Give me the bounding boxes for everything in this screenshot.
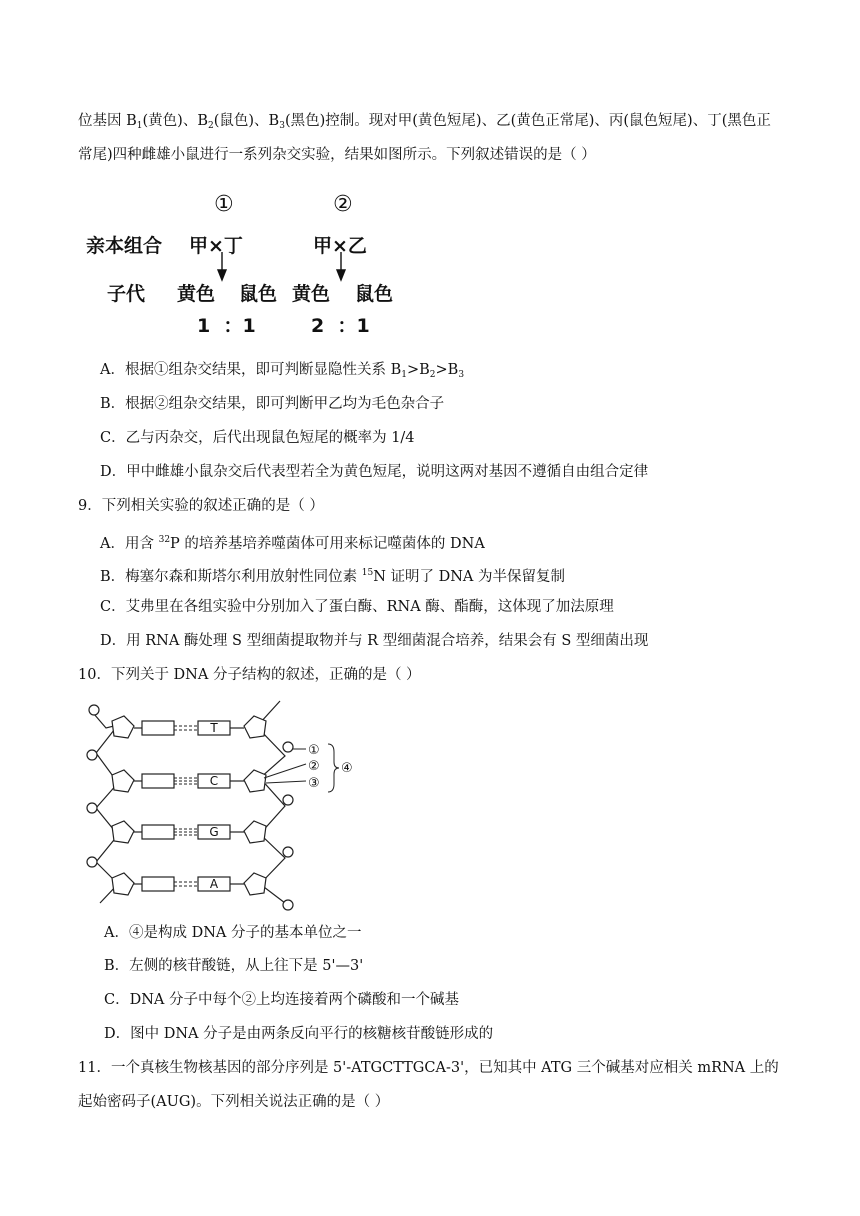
offspring-row-label: 子代 (107, 283, 146, 305)
marker-1: ① (308, 743, 320, 758)
right-deoxyribose (244, 716, 266, 738)
right-phosphate (283, 742, 293, 752)
base-label: C (209, 774, 219, 788)
left-phosphate (87, 803, 97, 813)
left-deoxyribose (112, 821, 134, 843)
q8-option-d: D．甲中雌雄小鼠杂交后代表型若全为黄色短尾，说明这两对基因不遵循自由组合定律 (100, 464, 649, 480)
q8-option-c: C．乙与丙杂交，后代出现鼠色短尾的概率为 1/4 (100, 430, 415, 446)
cross-2-offspring-2: 鼠色 (355, 283, 394, 305)
q9-option-d: D．用 RNA 酶处理 S 型细菌提取物并与 R 型细菌混合培养，结果会有 S 型细菌出现 (100, 633, 649, 649)
q8-option-b: B．根据②组杂交结果，即可判断甲乙均为毛色杂合子 (100, 396, 445, 412)
cross-1-ratio: 1 ：1 (197, 315, 256, 337)
cross-2-parents: 甲×乙 (313, 235, 367, 257)
q9-option-a: A．用含 $^{32}$P 的培养基培养噬菌体可用来标记噬菌体的 DNA (100, 535, 485, 552)
left-base (142, 825, 174, 839)
marker-3: ③ (308, 776, 320, 791)
q8-stem-line-2: 常尾)四种雌雄小鼠进行一系列杂交实验，结果如图所示。下列叙述错误的是（ ） (78, 147, 596, 163)
q9-option-b: B．梅塞尔森和斯塔尔利用放射性同位素 $^{15}$N 证明了 DNA 为半保留复制 (100, 568, 566, 585)
q10-option-d: D．图中 DNA 分子是由两条反向平行的核糖核苷酸链形成的 (104, 1026, 494, 1042)
parent-row-label: 亲本组合 (86, 235, 163, 257)
q8-option-a: A．根据①组杂交结果，即可判断显隐性关系 $B_1>B_2>B_3$ (100, 362, 465, 380)
base-label: T (210, 721, 218, 735)
q9-option-c: C．艾弗里在各组实验中分别加入了蛋白酶、RNA 酶、酯酶，这体现了加法原理 (100, 599, 614, 615)
left-base (142, 721, 174, 735)
base-label: G (209, 825, 219, 839)
q10-option-c: C．DNA 分子中每个②上均连接着两个磷酸和一个碱基 (104, 992, 459, 1008)
cross-2-ratio: 2 ：1 (311, 315, 370, 337)
q10-stem: 10．下列关于 DNA 分子结构的叙述，正确的是（ ） (78, 667, 421, 683)
right-deoxyribose (244, 770, 266, 792)
base-label: A (209, 877, 219, 891)
cross-2-offspring-1: 黄色 (292, 283, 331, 305)
dna-structure-diagram (80, 698, 360, 918)
marker-4: ④ (341, 761, 353, 776)
left-deoxyribose (112, 716, 134, 738)
right-phosphate (283, 795, 293, 805)
right-deoxyribose (244, 873, 266, 895)
marker-2: ② (308, 759, 320, 774)
right-deoxyribose (244, 821, 266, 843)
cross-label-2: ② (333, 192, 353, 217)
cross-label-1: ① (214, 192, 234, 217)
left-phosphate (87, 857, 97, 867)
q10-option-b: B．左侧的核苷酸链，从上往下是 5'—3' (104, 958, 364, 974)
left-phosphate (87, 750, 97, 760)
cross-1-offspring-2: 鼠色 (239, 283, 278, 305)
right-phosphate (283, 847, 293, 857)
cross-1-parents: 甲×丁 (189, 235, 243, 257)
left-base (142, 774, 174, 788)
q10-option-a: A．④是构成 DNA 分子的基本单位之一 (104, 925, 362, 941)
right-phosphate (283, 900, 293, 910)
cross-1-offspring-1: 黄色 (177, 283, 216, 305)
q11-stem-line-2: 起始密码子(AUG)。下列相关说法正确的是（ ） (78, 1094, 390, 1110)
q9-stem: 9．下列相关实验的叙述正确的是（ ） (78, 498, 324, 514)
left-phosphate (89, 705, 99, 715)
left-deoxyribose (112, 873, 134, 895)
left-deoxyribose (112, 770, 134, 792)
left-base (142, 877, 174, 891)
q8-stem-line-1: 位基因 $B_1$(黄色)、$B_2$(鼠色)、$B_3$(黑色)控制。现对甲(黄色短尾)、乙(黄色正常尾)、丙(鼠色短尾)、丁(黑色正 (78, 113, 771, 131)
q11-stem-line-1: 11．一个真核生物核基因的部分序列是 5'-ATGCTTGCA-3'，已知其中 ATG 三个碱基对应相关 mRNA 上的 (78, 1060, 779, 1076)
